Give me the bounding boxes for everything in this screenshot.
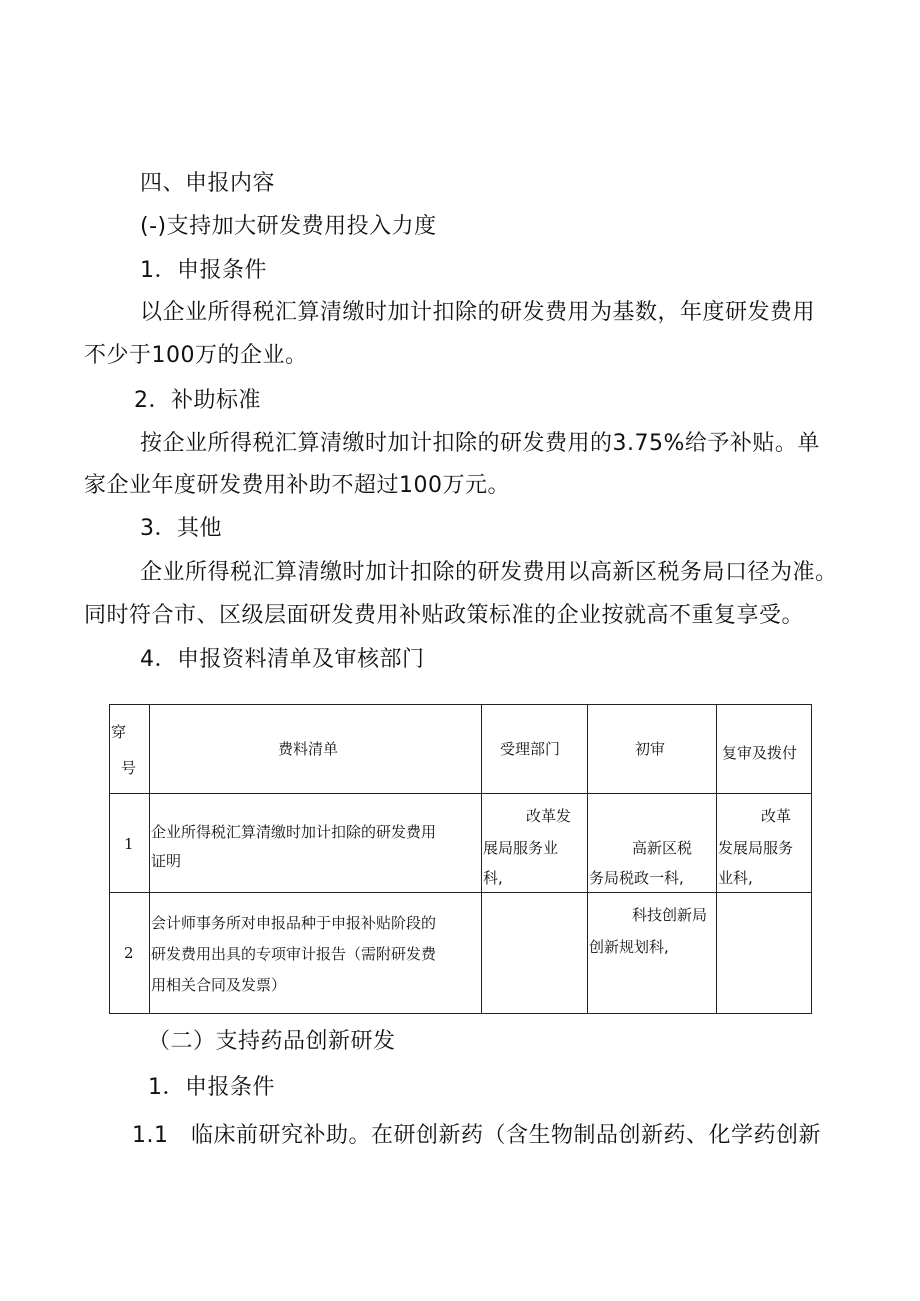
row2-materials-line3: 用相关合同及发票） [151, 976, 287, 994]
section-heading: 四、申报内容 [140, 171, 276, 196]
row1-materials-line1: 企业所得税汇算清缴时加计扣除的研发费用 [151, 823, 437, 841]
row2-materials [150, 893, 482, 1014]
subsection-one-title: (-)支持加大研发费用投入力度 [140, 214, 437, 239]
row1-initial-line1: 高新区税 [632, 839, 693, 857]
header-seq [110, 705, 150, 794]
row1-initial-line2: 务局税政一科, [589, 869, 684, 887]
row1-final [717, 794, 812, 893]
subsection-two-item1-title: 1．申报条件 [148, 1075, 275, 1100]
table-row [110, 893, 812, 1014]
row1-accepting-line3: 科, [483, 869, 503, 887]
row1-final-line3: 业科, [718, 869, 753, 887]
row1-accepting-line2: 展局服务业 [483, 839, 559, 857]
item4-title: 4．申报资料清单及审核部门 [140, 647, 425, 672]
row1-materials [150, 794, 482, 893]
header-final-label: 复审及拨付 [722, 744, 798, 762]
item2-title: 2．补助标准 [134, 388, 261, 413]
table-row [110, 794, 812, 893]
row1-final-line1: 改革 [761, 807, 792, 825]
item2-body-line2: 家企业年度研发费用补助不超过100万元。 [84, 473, 510, 498]
item3-body-line1: 企业所得税汇算清缴时加计扣除的研发费用以高新区税务局口径为准。 [140, 560, 838, 585]
subsection-two-title: （二）支持药品创新研发 [148, 1029, 396, 1054]
subsection-two-item11-line: 1.1 临床前研究补助。在研创新药（含生物制品创新药、化学药创新 [132, 1123, 821, 1148]
item1-body-line1: 以企业所得税汇算清缴时加计扣除的研发费用为基数，年度研发费用 [140, 300, 816, 325]
header-initial-review [588, 705, 717, 794]
header-materials [150, 705, 482, 794]
header-accepting-label: 受理部门 [500, 740, 561, 758]
table-header-row [110, 705, 812, 794]
header-seq-line1: 穿 [111, 723, 127, 741]
header-accepting-dept [482, 705, 588, 794]
header-initial-label: 初审 [635, 740, 666, 758]
item1-title: 1．申报条件 [140, 258, 267, 283]
item2-body-line1: 按企业所得税汇算清缴时加计扣除的研发费用的3.75%给予补贴。单 [140, 431, 820, 456]
row1-materials-line2: 证明 [151, 852, 182, 870]
header-materials-label: 费料清单 [278, 740, 339, 758]
item3-body-line2: 同时符合市、区级层面研发费用补贴政策标准的企业按就高不重复享受。 [84, 603, 805, 628]
header-seq-line2: 号 [121, 759, 137, 777]
materials-table [109, 704, 812, 1014]
row1-initial [588, 794, 717, 893]
row2-materials-line2: 研发费用出具的专项审计报告（需附研发费 [151, 945, 437, 963]
row2-accepting [482, 893, 588, 1014]
header-final-review [717, 705, 812, 794]
row1-accepting [482, 794, 588, 893]
item1-body-line2: 不少于100万的企业。 [84, 343, 308, 368]
row2-final [717, 893, 812, 1014]
row1-final-line2: 发展局服务 [718, 839, 794, 857]
item3-title: 3．其他 [140, 516, 222, 541]
row2-materials-line1: 会计师事务所对申报品种于申报补贴阶段的 [151, 914, 437, 932]
row2-initial [588, 893, 717, 1014]
row1-seq-value: 1 [124, 835, 134, 853]
row1-seq [110, 794, 150, 893]
row2-seq [110, 893, 150, 1014]
row2-initial-line2: 创新规划科, [589, 938, 669, 956]
row1-accepting-line1: 改革发 [526, 807, 572, 825]
row2-initial-line1: 科技创新局 [632, 906, 708, 924]
row2-seq-value: 2 [124, 944, 134, 962]
